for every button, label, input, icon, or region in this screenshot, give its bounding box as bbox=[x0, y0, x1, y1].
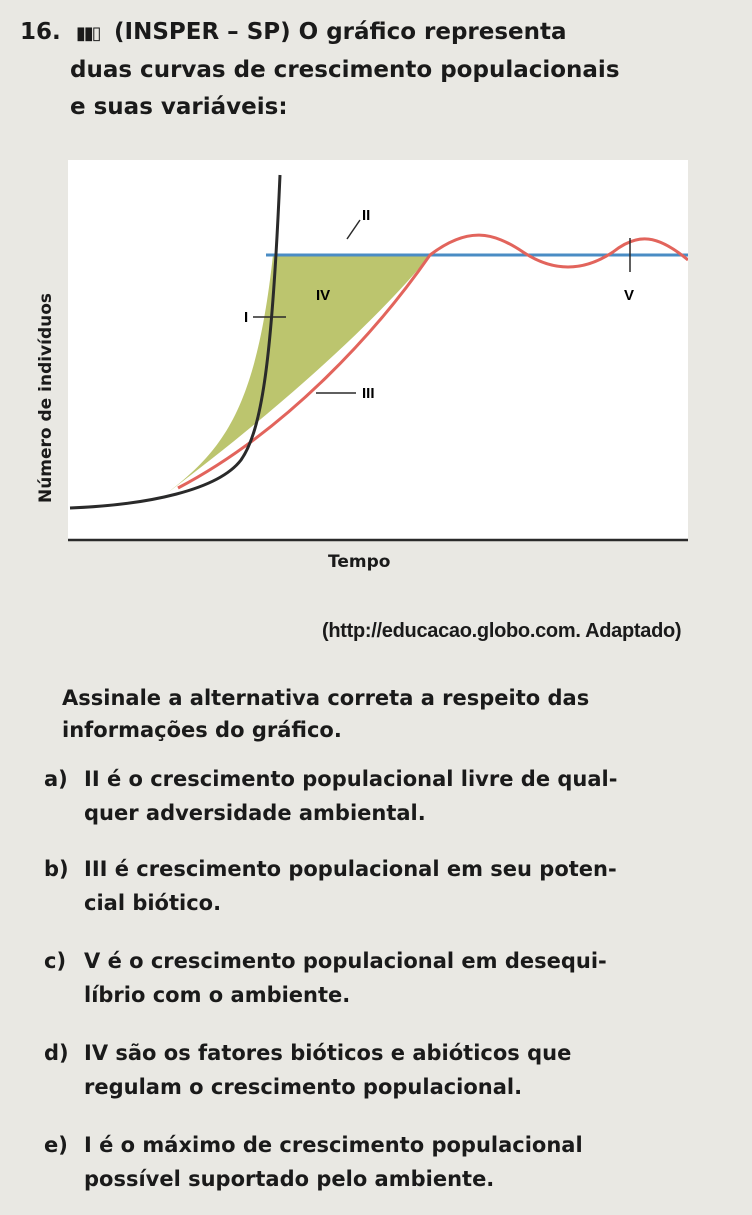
label-ii: II bbox=[362, 207, 371, 224]
x-axis-label: Tempo bbox=[328, 552, 391, 572]
option-letter: b) bbox=[44, 857, 69, 881]
population-growth-figure bbox=[36, 160, 688, 580]
option-d[interactable] bbox=[44, 1036, 704, 1104]
option-text-line-2: cial biótico. bbox=[84, 891, 222, 915]
label-v: V bbox=[624, 287, 635, 304]
label-iii: III bbox=[362, 385, 375, 402]
stem-line-2: duas curvas de crescimento populacionais bbox=[70, 57, 620, 83]
label-i: I bbox=[244, 309, 249, 326]
stem-line-1: (INSPER – SP) O gráfico representa bbox=[114, 19, 567, 45]
y-axis-label: Número de indivíduos bbox=[36, 292, 56, 504]
option-text-line-1: I é o máximo de crescimento populacional bbox=[84, 1133, 583, 1157]
prompt-line-2: informações do gráfico. bbox=[62, 718, 342, 742]
option-text-line-1: IV são os fatores bióticos e abióticos que bbox=[84, 1041, 572, 1065]
option-e[interactable] bbox=[44, 1128, 704, 1196]
option-text-line-1: III é crescimento populacional em seu poten- bbox=[84, 857, 617, 881]
question-header bbox=[20, 14, 720, 126]
option-text-line-2: possível suportado pelo ambiente. bbox=[84, 1167, 495, 1191]
option-text-line-1: V é o crescimento populacional em desequi- bbox=[84, 949, 607, 973]
label-iv: IV bbox=[316, 287, 331, 304]
option-a[interactable] bbox=[44, 762, 704, 830]
option-letter: d) bbox=[44, 1041, 69, 1065]
option-letter: a) bbox=[44, 767, 68, 791]
prompt-line-1: Assinale a alternativa correta a respeito das bbox=[62, 686, 590, 710]
option-text-line-1: II é o crescimento populacional livre de qual- bbox=[84, 767, 618, 791]
difficulty-bars-icon: ▮▮▯ bbox=[76, 23, 100, 44]
option-text-line-2: regulam o crescimento populacional. bbox=[84, 1075, 523, 1099]
population-growth-graph bbox=[48, 160, 688, 580]
option-letter: c) bbox=[44, 949, 67, 973]
option-text-line-2: líbrio com o ambiente. bbox=[84, 983, 351, 1007]
option-letter: e) bbox=[44, 1133, 68, 1157]
figure-source: (http://educacao.globo.com. Adaptado) bbox=[322, 620, 682, 642]
question-prompt bbox=[62, 682, 702, 746]
option-b[interactable] bbox=[44, 852, 704, 920]
option-text-line-2: quer adversidade ambiental. bbox=[84, 801, 426, 825]
option-c[interactable] bbox=[44, 944, 704, 1012]
question-number: 16. bbox=[20, 19, 61, 45]
stem-line-3: e suas variáveis: bbox=[70, 94, 288, 120]
graph-background bbox=[68, 160, 688, 540]
